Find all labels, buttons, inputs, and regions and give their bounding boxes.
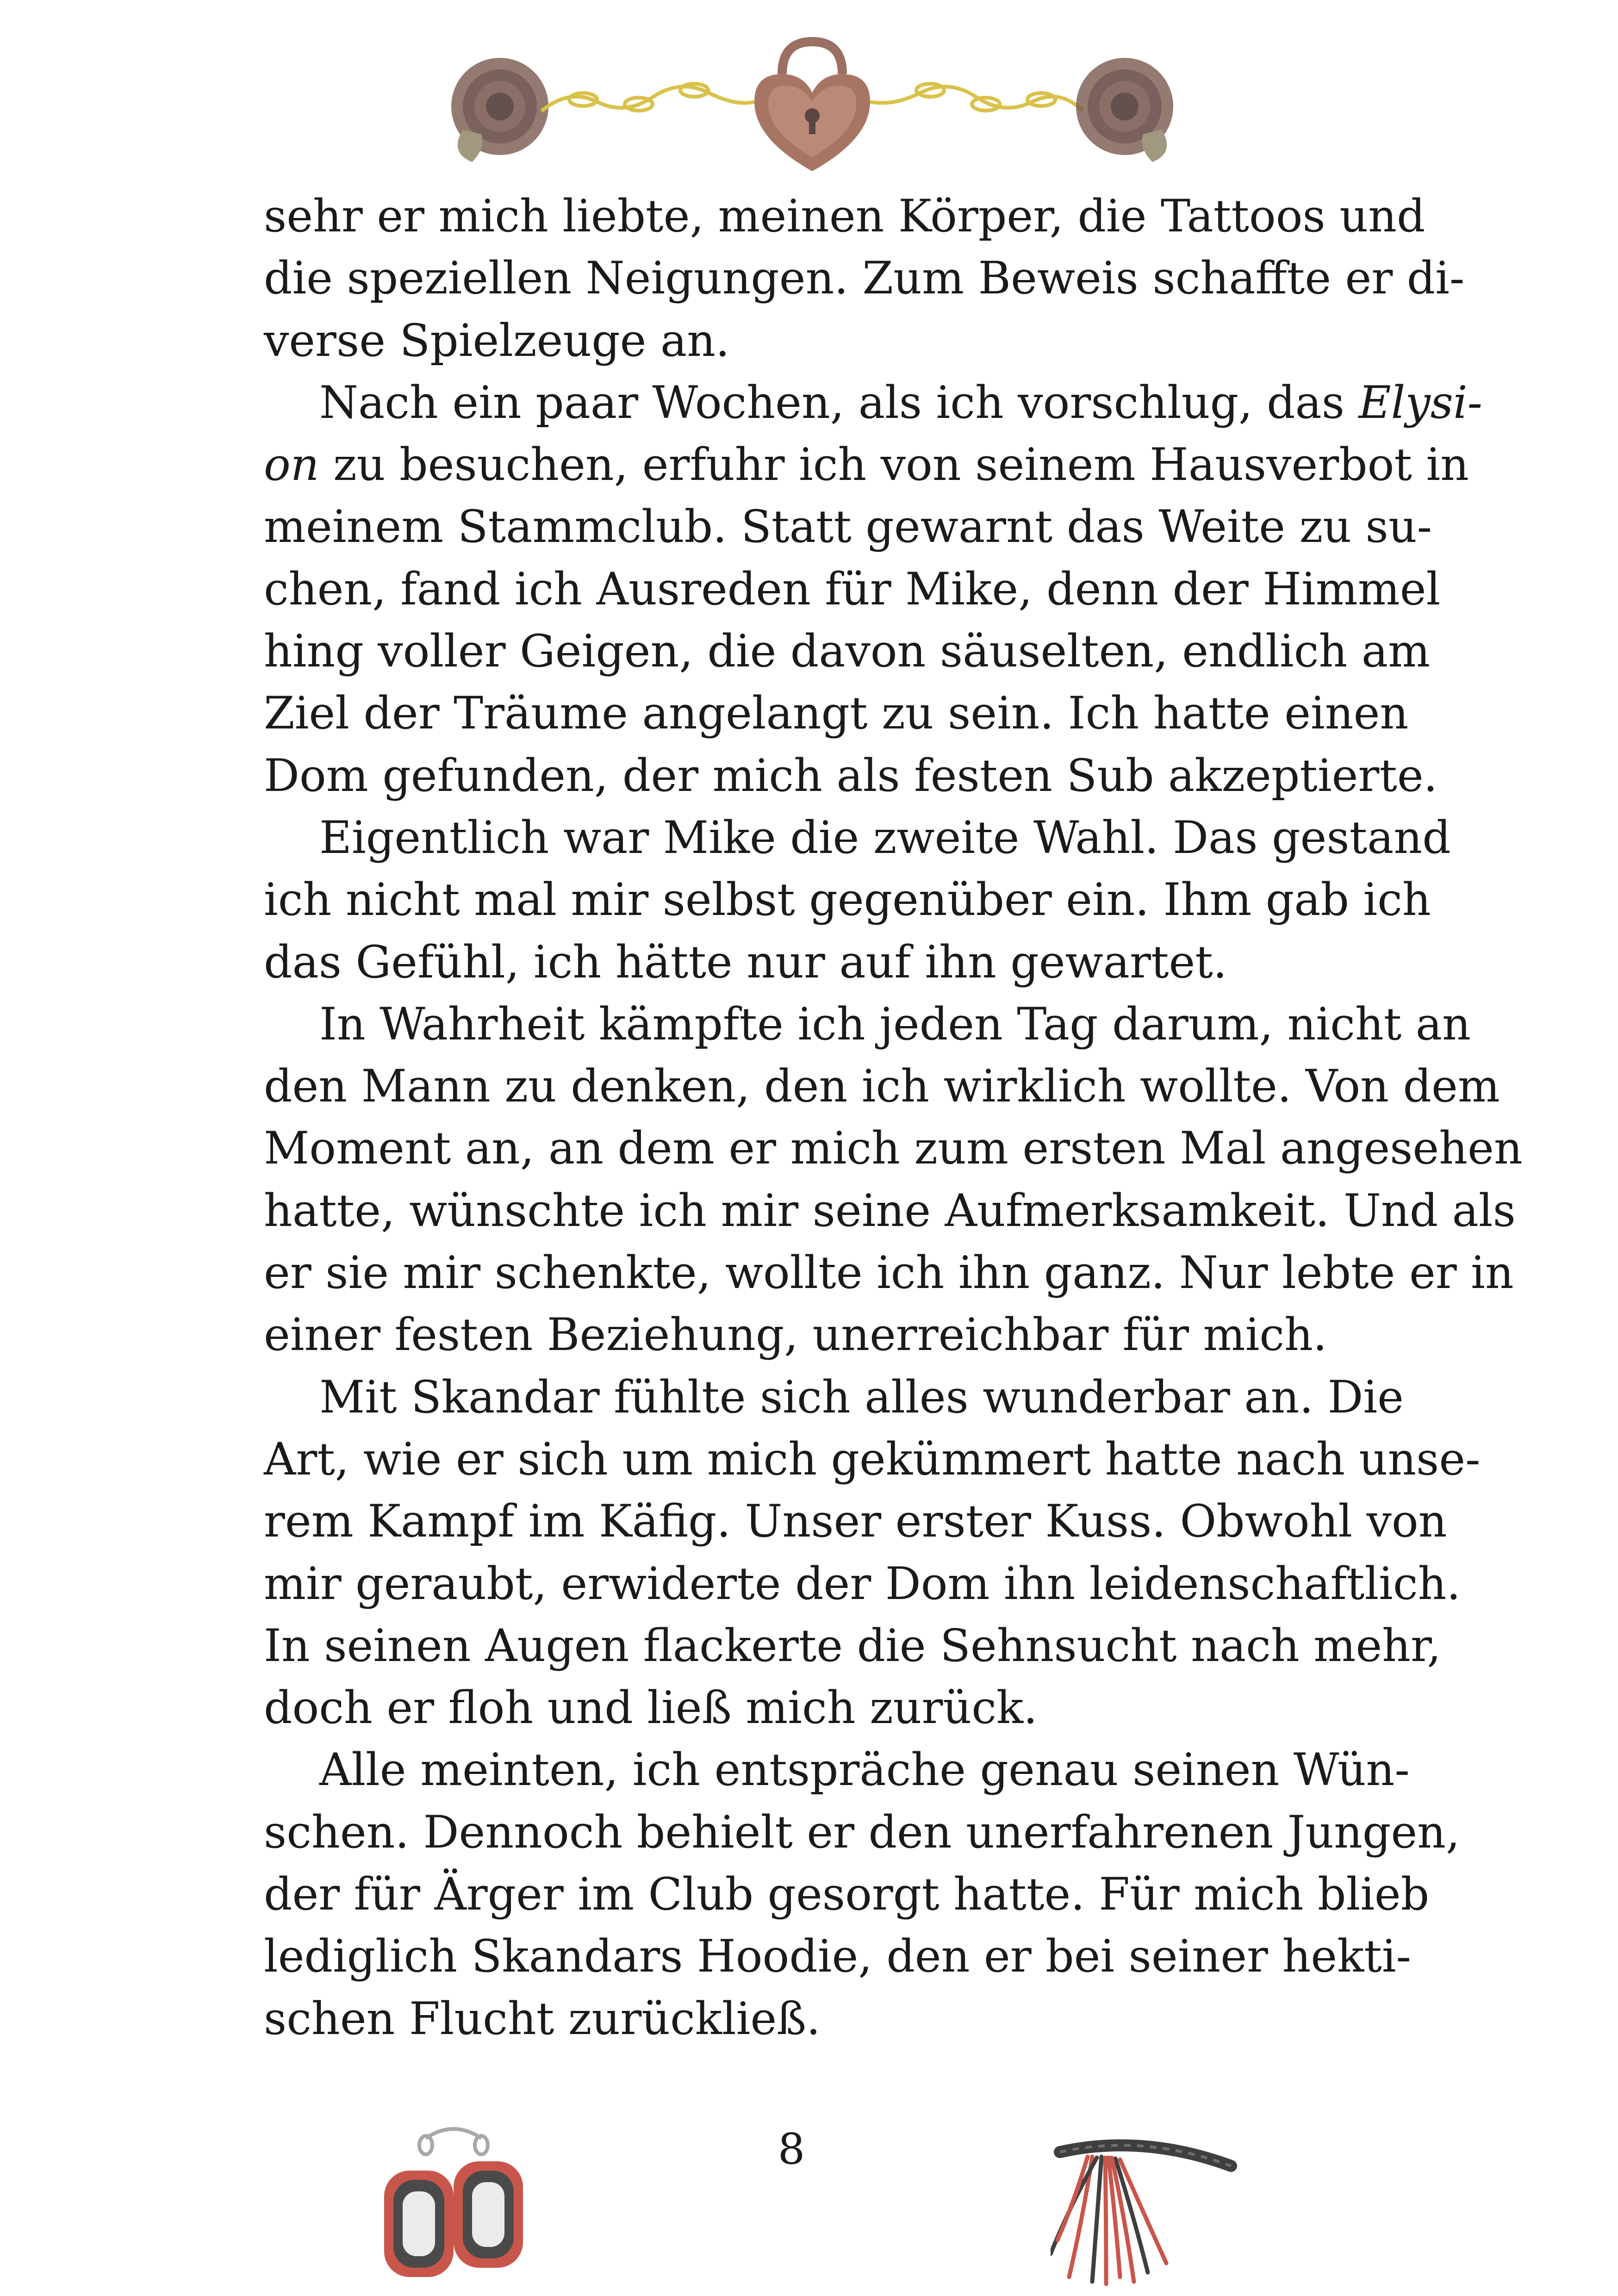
text-line: Nach ein paar Wochen, als ich vorschlug, das Elysi-	[319, 376, 1482, 429]
paragraph-6	[264, 1739, 1460, 2049]
text-line: verse Spielzeuge an.	[264, 314, 730, 367]
italic-club-name: Elysi-	[1358, 376, 1482, 429]
text-line: Ziel der Träume angelangt zu sein. Ich hatte einen	[264, 687, 1409, 740]
text-line: schen Flucht zurückließ.	[264, 1992, 821, 2045]
text-line: meinem Stammclub. Statt gewarnt das Weite zu su-	[264, 501, 1432, 553]
heart-lock-icon	[754, 42, 870, 171]
handcuffs-icon	[361, 2110, 546, 2296]
text-line: Moment an, an dem er mich zum ersten Mal angesehen	[264, 1122, 1523, 1175]
text-line: hatte, wünschte ich mir seine Aufmerksamkeit. Und als	[264, 1184, 1516, 1237]
text-line: einer festen Beziehung, unerreichbar für mich.	[264, 1309, 1327, 1361]
text-line: schen. Dennoch behielt er den unerfahrenen Jungen,	[264, 1806, 1460, 1858]
italic-club-name: on	[264, 439, 319, 491]
text-line: den Mann zu denken, den ich wirklich wollte. Von dem	[264, 1060, 1500, 1113]
right-rose-icon	[1076, 58, 1173, 162]
text-line: In seinen Augen flackerte die Sehnsucht nach mehr,	[264, 1619, 1441, 1672]
text-line: ich nicht mal mir selbst gegenüber ein. Ihm gab ich	[264, 874, 1431, 926]
top-ornament	[430, 32, 1194, 180]
text-line: hing voller Geigen, die davon säuselten, endlich am	[264, 625, 1431, 678]
left-rose-icon	[451, 58, 548, 162]
paragraph-2	[264, 372, 1482, 807]
text-line: der für Ärger im Club gesorgt hatte. Für mich blieb	[264, 1868, 1430, 1921]
text-line: Eigentlich war Mike die zweite Wahl. Das gestand	[319, 811, 1451, 864]
text-line: mir geraubt, erwiderte der Dom ihn leidenschaftlich.	[264, 1557, 1461, 1610]
text-line: Alle meinten, ich entspräche genau seinen Wün-	[319, 1744, 1410, 1796]
text-line: lediglich Skandars Hoodie, den er bei seiner hekti-	[264, 1930, 1411, 1983]
body-text	[264, 185, 1523, 2050]
paragraph-3	[264, 807, 1451, 993]
text-line: chen, fand ich Ausreden für Mike, denn der Himmel	[264, 563, 1441, 615]
text-line: on zu besuchen, erfuhr ich von seinem Hausverbot in	[264, 439, 1469, 491]
text-line: Art, wie er sich um mich gekümmert hatte nach unse-	[264, 1433, 1481, 1485]
text-line: Mit Skandar fühlte sich alles wunderbar an. Die	[319, 1371, 1404, 1423]
text-line: er sie mir schenkte, wollte ich ihn ganz. Nur lebte er in	[264, 1247, 1514, 1299]
flogger-whip-icon	[1051, 2124, 1263, 2291]
text-line: Dom gefunden, der mich als festen Sub akzeptierte.	[264, 749, 1438, 802]
text-line: das Gefühl, ich hätte nur auf ihn gewartet.	[264, 936, 1227, 988]
page-number: 8	[778, 2124, 805, 2174]
text-line: sehr er mich liebte, meinen Körper, die Tattoos und	[264, 190, 1425, 242]
text-line: doch er floh und ließ mich zurück.	[264, 1682, 1038, 1734]
text-line: rem Kampf im Käfig. Unser erster Kuss. Obwohl von	[264, 1495, 1447, 1548]
text-line: die speziellen Neigungen. Zum Beweis schaffte er di-	[264, 252, 1465, 305]
paragraph-4	[264, 993, 1523, 1366]
paragraph-1	[264, 185, 1465, 372]
paragraph-5	[264, 1366, 1481, 1739]
text-line: In Wahrheit kämpfte ich jeden Tag darum, nicht an	[319, 998, 1471, 1050]
